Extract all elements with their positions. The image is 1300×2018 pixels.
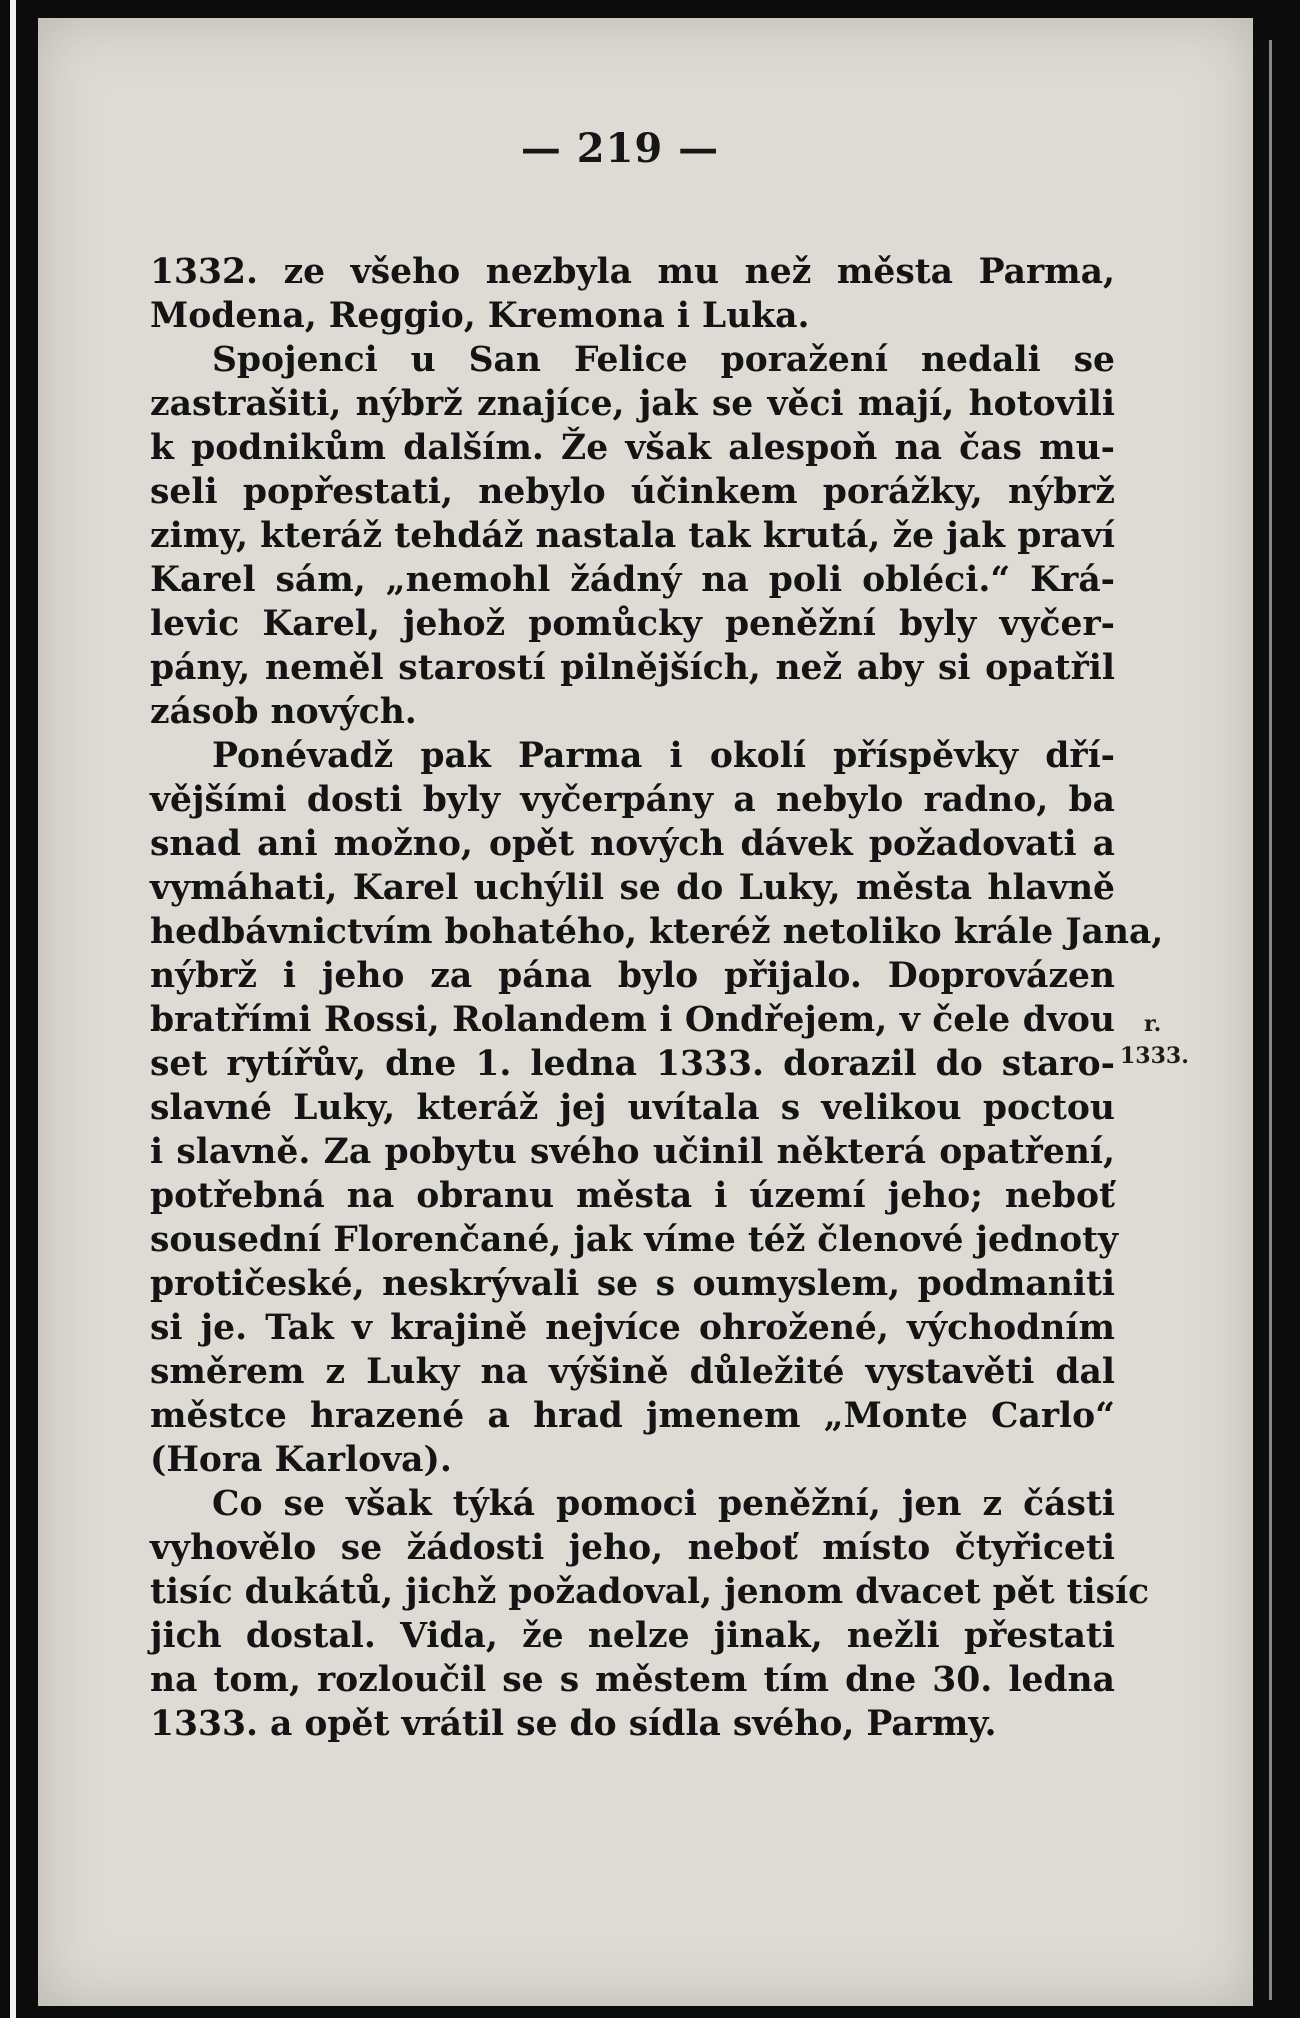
text-line: (Hora Karlova). [150,1440,452,1480]
text-line: protičeské, neskrývali se s oumyslem, podmaniti [150,1264,1115,1304]
text-line: seli popřestati, nebylo účinkem porážky, nýbrž [150,472,1115,512]
text-line: vymáhati, Karel uchýlil se do Luky, města hlavně [150,868,1115,908]
text-line: 1332. ze všeho nezbyla mu než města Parma, [150,252,1115,292]
text-line: set rytířův, dne 1. ledna 1333. dorazil do staro- [150,1044,1115,1084]
text-line: na tom, rozloučil se s městem tím dne 30. ledna [150,1660,1115,1700]
text-line: snad ani možno, opět nových dávek požadovati a [150,824,1115,864]
text-line: zastrašiti, nýbrž znajíce, jak se věci mají, hotovili [150,384,1115,424]
text-line: městce hrazené a hrad jmenem „Monte Carlo“ [150,1396,1115,1436]
body-text [150,250,1164,1746]
paragraph-p3 [150,734,1164,1482]
page-number: — 219 — [520,125,720,172]
text-line: nýbrž i jeho za pána bylo přijalo. Doprovázen [150,956,1115,996]
page-spine-shadow [1269,40,1272,2000]
text-line: směrem z Luky na výšině důležité vystavěti dal [150,1352,1115,1392]
text-line: potřebná na obranu města i území jeho; neboť [150,1176,1115,1216]
text-line: Karel sám, „nemohl žádný na poli obléci.“ Krá- [150,560,1115,600]
paragraph-p4 [150,1482,1150,1746]
margin-note-prefix: r. [1144,1011,1162,1037]
text-line: Modena, Reggio, Kremona i Luka. [150,296,810,336]
text-line: k podnikům dalším. Že však alespoň na čas mu- [150,428,1115,468]
text-line: hedbávnictvím bohatého, kteréž netoliko krále Jana, [150,912,1164,952]
text-line: vyhovělo se žádosti jeho, neboť místo čtyřiceti [150,1528,1115,1568]
text-line: zimy, kteráž tehdáž nastala tak krutá, že jak praví [150,516,1115,556]
text-line: Ponévadž pak Parma i okolí příspěvky dří- [212,736,1115,776]
text-line: bratřími Rossi, Rolandem i Ondřejem, v čele dvou [150,1000,1115,1040]
text-line: 1333. a opět vrátil se do sídla svého, Parmy. [150,1704,997,1744]
text-line: Co se však týká pomoci peněžní, jen z části [212,1484,1115,1524]
text-line: tisíc dukátů, jichž požadoval, jenom dvacet pět tisíc [150,1572,1150,1612]
text-line: slavné Luky, kteráž jej uvítala s velikou poctou [150,1088,1115,1128]
text-line: Spojenci u San Felice poražení nedali se [212,340,1115,380]
text-line: sousední Florenčané, jak víme též členové jednoty [150,1220,1119,1260]
paragraph-p2 [150,338,1115,734]
text-line: vějšími dosti byly vyčerpány a nebylo radno, ba [150,780,1115,820]
margin-note-value: 1333. [1120,1043,1189,1069]
text-line: si je. Tak v krajině nejvíce ohrožené, východním [150,1308,1115,1348]
text-line: zásob nových. [150,692,417,732]
text-line: i slavně. Za pobytu svého učinil některá opatření, [150,1132,1115,1172]
text-line: levic Karel, jehož pomůcky peněžní byly vyčer- [150,604,1115,644]
text-line: jich dostal. Vida, že nelze jinak, nežli přestati [150,1616,1115,1656]
scan-edge [10,0,16,2018]
text-line: pány, neměl starostí pilnějších, než aby si opatřil [150,648,1115,688]
margin-note-year [1120,1008,1189,1072]
paragraph-p1 [150,250,1115,338]
